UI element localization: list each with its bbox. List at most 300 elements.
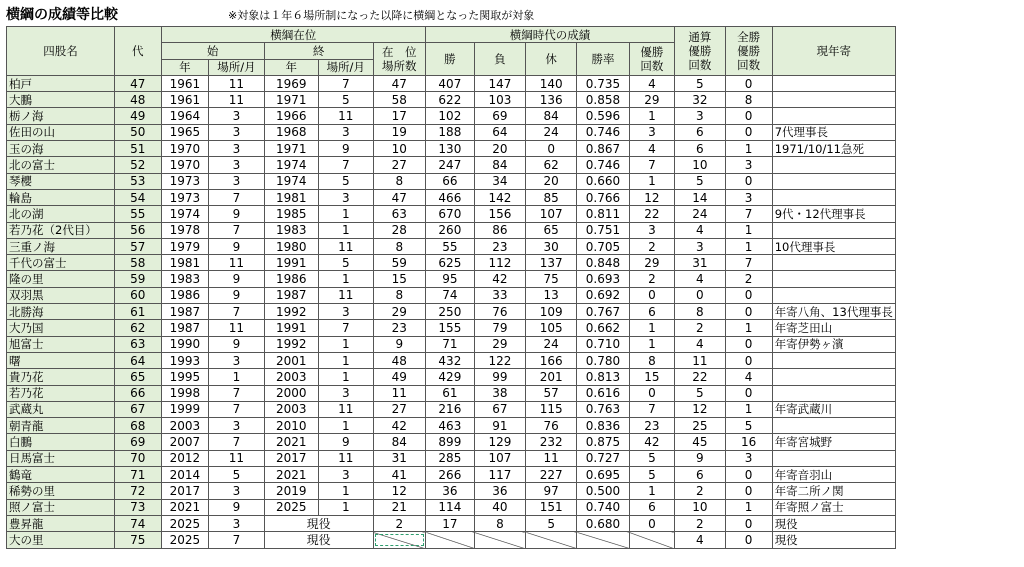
cell-yusho[interactable]: 1 [629,108,674,124]
cell-end-year[interactable]: 2003 [264,369,318,385]
cell-shikona[interactable]: 大の里 [7,532,115,548]
cell-shikona[interactable]: 双羽黒 [7,287,115,303]
cell-losses[interactable]: 103 [474,92,525,108]
cell-end-status[interactable]: 現役 [264,515,373,531]
cell-win-rate[interactable]: 0.500 [577,483,629,499]
cell-end-basho[interactable]: 1 [318,352,373,368]
header-end-year[interactable]: 年 [264,59,318,75]
cell-start-basho[interactable]: 7 [209,434,265,450]
cell-generation[interactable]: 55 [114,206,161,222]
cell-start-year[interactable]: 2007 [161,434,209,450]
cell-losses[interactable]: 8 [474,515,525,531]
cell-total-yusho[interactable]: 10 [675,499,725,515]
cell-total-yusho[interactable]: 6 [675,124,725,140]
cell-absences[interactable] [526,532,577,548]
cell-zensho[interactable]: 1 [725,499,772,515]
cell-tenure-count[interactable]: 63 [373,206,425,222]
cell-current-stable[interactable]: 10代理事長 [772,238,895,254]
cell-zensho[interactable]: 1 [725,141,772,157]
cell-total-yusho[interactable]: 3 [675,238,725,254]
header-generation[interactable]: 代 [114,27,161,76]
cell-yusho[interactable]: 0 [629,515,674,531]
cell-losses[interactable]: 42 [474,271,525,287]
cell-wins[interactable]: 114 [426,499,475,515]
cell-start-basho[interactable]: 11 [209,320,265,336]
cell-end-year[interactable]: 1992 [264,336,318,352]
cell-start-year[interactable]: 2017 [161,483,209,499]
cell-end-basho[interactable]: 3 [318,385,373,401]
cell-wins[interactable]: 285 [426,450,475,466]
cell-end-basho[interactable]: 1 [318,499,373,515]
cell-total-yusho[interactable]: 6 [675,467,725,483]
cell-end-year[interactable]: 2021 [264,434,318,450]
cell-shikona[interactable]: 北の湖 [7,206,115,222]
cell-start-year[interactable]: 1964 [161,108,209,124]
cell-losses[interactable]: 69 [474,108,525,124]
cell-end-basho[interactable]: 1 [318,222,373,238]
cell-tenure-count[interactable]: 31 [373,450,425,466]
cell-zensho[interactable]: 3 [725,450,772,466]
cell-wins[interactable]: 266 [426,467,475,483]
cell-absences[interactable]: 85 [526,189,577,205]
cell-yusho[interactable]: 23 [629,418,674,434]
cell-generation[interactable]: 54 [114,189,161,205]
cell-absences[interactable]: 57 [526,385,577,401]
cell-end-basho[interactable]: 1 [318,418,373,434]
header-record[interactable]: 横綱時代の成績 [426,27,675,43]
cell-start-basho[interactable]: 3 [209,515,265,531]
cell-end-basho[interactable]: 3 [318,124,373,140]
cell-losses[interactable]: 76 [474,304,525,320]
cell-yusho[interactable]: 3 [629,222,674,238]
cell-total-yusho[interactable]: 9 [675,450,725,466]
cell-yusho[interactable]: 2 [629,271,674,287]
cell-zensho[interactable]: 1 [725,401,772,417]
cell-zensho[interactable]: 16 [725,434,772,450]
cell-win-rate[interactable]: 0.735 [577,75,629,91]
cell-zensho[interactable]: 0 [725,515,772,531]
cell-current-stable[interactable] [772,385,895,401]
cell-end-basho[interactable]: 1 [318,369,373,385]
cell-current-stable[interactable] [772,108,895,124]
cell-absences[interactable]: 166 [526,352,577,368]
cell-shikona[interactable]: 朝青龍 [7,418,115,434]
cell-wins[interactable]: 102 [426,108,475,124]
cell-shikona[interactable]: 北の富士 [7,157,115,173]
cell-generation[interactable]: 66 [114,385,161,401]
cell-start-year[interactable]: 1978 [161,222,209,238]
cell-zensho[interactable]: 0 [725,124,772,140]
cell-wins[interactable]: 622 [426,92,475,108]
cell-total-yusho[interactable]: 5 [675,75,725,91]
cell-generation[interactable]: 61 [114,304,161,320]
cell-absences[interactable]: 109 [526,304,577,320]
cell-absences[interactable]: 30 [526,238,577,254]
cell-shikona[interactable]: 栃ノ海 [7,108,115,124]
cell-start-basho[interactable]: 9 [209,336,265,352]
cell-shikona[interactable]: 若乃花（2代目） [7,222,115,238]
cell-losses[interactable]: 29 [474,336,525,352]
cell-wins[interactable]: 66 [426,173,475,189]
cell-absences[interactable]: 24 [526,336,577,352]
cell-generation[interactable]: 67 [114,401,161,417]
cell-start-basho[interactable]: 3 [209,352,265,368]
cell-yusho[interactable]: 22 [629,206,674,222]
cell-total-yusho[interactable]: 2 [675,515,725,531]
cell-start-basho[interactable]: 5 [209,467,265,483]
cell-zensho[interactable]: 3 [725,189,772,205]
cell-wins[interactable]: 155 [426,320,475,336]
cell-win-rate[interactable]: 0.763 [577,401,629,417]
cell-yusho[interactable]: 1 [629,336,674,352]
cell-wins[interactable]: 432 [426,352,475,368]
header-start-year[interactable]: 年 [161,59,209,75]
cell-start-year[interactable]: 1973 [161,189,209,205]
cell-current-stable[interactable] [772,418,895,434]
cell-tenure-count[interactable]: 19 [373,124,425,140]
cell-start-year[interactable]: 1987 [161,320,209,336]
cell-total-yusho[interactable]: 3 [675,108,725,124]
header-start-basho[interactable]: 場所/月 [209,59,265,75]
cell-zensho[interactable]: 0 [725,336,772,352]
cell-end-basho[interactable]: 3 [318,467,373,483]
cell-total-yusho[interactable]: 25 [675,418,725,434]
cell-yusho[interactable]: 4 [629,141,674,157]
cell-current-stable[interactable] [772,189,895,205]
cell-zensho[interactable]: 3 [725,157,772,173]
cell-start-year[interactable]: 1961 [161,92,209,108]
cell-start-basho[interactable]: 3 [209,108,265,124]
cell-tenure-count[interactable]: 8 [373,238,425,254]
cell-start-year[interactable]: 1965 [161,124,209,140]
cell-yusho[interactable]: 15 [629,369,674,385]
cell-absences[interactable]: 11 [526,450,577,466]
cell-total-yusho[interactable]: 12 [675,401,725,417]
cell-zensho[interactable]: 0 [725,108,772,124]
cell-current-stable[interactable] [772,287,895,303]
cell-wins[interactable]: 899 [426,434,475,450]
cell-generation[interactable]: 56 [114,222,161,238]
cell-start-year[interactable]: 2025 [161,515,209,531]
cell-end-basho[interactable]: 5 [318,173,373,189]
cell-shikona[interactable]: 旭富士 [7,336,115,352]
cell-win-rate[interactable]: 0.746 [577,157,629,173]
cell-total-yusho[interactable]: 5 [675,385,725,401]
cell-tenure-count[interactable]: 12 [373,483,425,499]
cell-wins[interactable]: 17 [426,515,475,531]
cell-total-yusho[interactable]: 14 [675,189,725,205]
cell-current-stable[interactable]: 9代・12代理事長 [772,206,895,222]
cell-generation[interactable]: 72 [114,483,161,499]
cell-current-stable[interactable] [772,255,895,271]
cell-losses[interactable]: 99 [474,369,525,385]
cell-end-basho[interactable]: 9 [318,434,373,450]
cell-start-year[interactable]: 1979 [161,238,209,254]
cell-win-rate[interactable]: 0.710 [577,336,629,352]
cell-wins[interactable]: 216 [426,401,475,417]
cell-current-stable[interactable]: 現役 [772,515,895,531]
cell-tenure-count[interactable]: 41 [373,467,425,483]
cell-total-yusho[interactable]: 32 [675,92,725,108]
cell-generation[interactable]: 71 [114,467,161,483]
cell-yusho[interactable]: 4 [629,75,674,91]
cell-win-rate[interactable]: 0.858 [577,92,629,108]
cell-end-year[interactable]: 1980 [264,238,318,254]
cell-zensho[interactable]: 1 [725,320,772,336]
cell-start-year[interactable]: 1974 [161,206,209,222]
cell-wins[interactable]: 61 [426,385,475,401]
cell-shikona[interactable]: 照ノ富士 [7,499,115,515]
cell-end-basho[interactable]: 11 [318,238,373,254]
cell-current-stable[interactable]: 現役 [772,532,895,548]
cell-total-yusho[interactable]: 4 [675,532,725,548]
cell-generation[interactable]: 51 [114,141,161,157]
cell-shikona[interactable]: 佐田の山 [7,124,115,140]
cell-start-basho[interactable]: 9 [209,238,265,254]
cell-end-year[interactable]: 1974 [264,157,318,173]
cell-wins[interactable]: 463 [426,418,475,434]
cell-win-rate[interactable]: 0.680 [577,515,629,531]
cell-start-year[interactable]: 2014 [161,467,209,483]
cell-losses[interactable]: 38 [474,385,525,401]
cell-losses[interactable]: 20 [474,141,525,157]
cell-start-basho[interactable]: 7 [209,189,265,205]
cell-start-basho[interactable]: 3 [209,483,265,499]
cell-absences[interactable]: 105 [526,320,577,336]
cell-win-rate[interactable]: 0.813 [577,369,629,385]
cell-start-basho[interactable]: 11 [209,450,265,466]
cell-tenure-count[interactable]: 42 [373,418,425,434]
cell-end-basho[interactable]: 3 [318,304,373,320]
cell-generation[interactable]: 48 [114,92,161,108]
cell-shikona[interactable]: 白鵬 [7,434,115,450]
cell-losses[interactable]: 107 [474,450,525,466]
cell-start-year[interactable]: 2025 [161,532,209,548]
cell-start-basho[interactable]: 3 [209,173,265,189]
cell-end-basho[interactable]: 7 [318,320,373,336]
cell-win-rate[interactable]: 0.766 [577,189,629,205]
cell-losses[interactable]: 67 [474,401,525,417]
cell-wins[interactable]: 71 [426,336,475,352]
cell-zensho[interactable]: 2 [725,271,772,287]
cell-end-year[interactable]: 1974 [264,173,318,189]
cell-current-stable[interactable]: 年寄二所ノ関 [772,483,895,499]
cell-total-yusho[interactable]: 24 [675,206,725,222]
cell-win-rate[interactable]: 0.692 [577,287,629,303]
cell-losses[interactable]: 122 [474,352,525,368]
cell-win-rate[interactable]: 0.875 [577,434,629,450]
cell-generation[interactable]: 75 [114,532,161,548]
cell-start-basho[interactable]: 11 [209,92,265,108]
cell-losses[interactable]: 64 [474,124,525,140]
cell-shikona[interactable]: 玉の海 [7,141,115,157]
cell-tenure-count[interactable]: 10 [373,141,425,157]
cell-tenure-count[interactable]: 28 [373,222,425,238]
cell-end-year[interactable]: 1986 [264,271,318,287]
cell-end-year[interactable]: 1971 [264,141,318,157]
cell-generation[interactable]: 65 [114,369,161,385]
header-tenure-count[interactable]: 在 位 場所数 [373,43,425,76]
cell-tenure-count[interactable]: 17 [373,108,425,124]
cell-end-basho[interactable]: 7 [318,75,373,91]
cell-generation[interactable]: 57 [114,238,161,254]
cell-yusho[interactable] [629,532,674,548]
cell-end-basho[interactable]: 11 [318,450,373,466]
cell-generation[interactable]: 68 [114,418,161,434]
cell-shikona[interactable]: 貴乃花 [7,369,115,385]
cell-shikona[interactable]: 琴櫻 [7,173,115,189]
cell-tenure-count[interactable]: 58 [373,92,425,108]
cell-end-year[interactable]: 2017 [264,450,318,466]
cell-tenure-count[interactable]: 47 [373,75,425,91]
cell-wins[interactable]: 466 [426,189,475,205]
cell-win-rate[interactable]: 0.848 [577,255,629,271]
cell-start-basho[interactable]: 3 [209,418,265,434]
cell-total-yusho[interactable]: 5 [675,173,725,189]
cell-end-basho[interactable]: 1 [318,206,373,222]
cell-generation[interactable]: 73 [114,499,161,515]
cell-end-year[interactable]: 1983 [264,222,318,238]
cell-total-yusho[interactable]: 4 [675,222,725,238]
cell-win-rate[interactable]: 0.616 [577,385,629,401]
cell-tenure-count[interactable]: 8 [373,173,425,189]
cell-absences[interactable]: 75 [526,271,577,287]
header-zensho[interactable]: 全勝 優勝 回数 [725,27,772,76]
cell-current-stable[interactable]: 年寄照ノ富士 [772,499,895,515]
cell-wins[interactable]: 188 [426,124,475,140]
cell-losses[interactable]: 156 [474,206,525,222]
cell-end-year[interactable]: 1992 [264,304,318,320]
cell-total-yusho[interactable]: 2 [675,483,725,499]
header-total-yusho[interactable]: 通算 優勝 回数 [675,27,725,76]
cell-end-year[interactable]: 2000 [264,385,318,401]
cell-tenure-count[interactable]: 29 [373,304,425,320]
cell-current-stable[interactable] [772,92,895,108]
header-absences[interactable]: 休 [526,43,577,76]
cell-shikona[interactable]: 鶴竜 [7,467,115,483]
cell-end-basho[interactable]: 9 [318,141,373,157]
cell-tenure-count[interactable]: 49 [373,369,425,385]
cell-generation[interactable]: 70 [114,450,161,466]
cell-current-stable[interactable]: 年寄宮城野 [772,434,895,450]
cell-yusho[interactable]: 1 [629,320,674,336]
cell-start-year[interactable]: 1998 [161,385,209,401]
cell-absences[interactable]: 20 [526,173,577,189]
cell-total-yusho[interactable]: 4 [675,336,725,352]
cell-start-basho[interactable]: 1 [209,369,265,385]
cell-absences[interactable]: 97 [526,483,577,499]
cell-end-year[interactable]: 1971 [264,92,318,108]
cell-win-rate[interactable]: 0.705 [577,238,629,254]
cell-tenure-count[interactable]: 11 [373,385,425,401]
cell-total-yusho[interactable]: 8 [675,304,725,320]
cell-start-year[interactable]: 2003 [161,418,209,434]
cell-wins[interactable]: 36 [426,483,475,499]
cell-end-basho[interactable]: 5 [318,255,373,271]
cell-zensho[interactable]: 5 [725,418,772,434]
cell-end-year[interactable]: 2003 [264,401,318,417]
cell-absences[interactable]: 13 [526,287,577,303]
cell-wins[interactable]: 130 [426,141,475,157]
cell-losses[interactable]: 142 [474,189,525,205]
cell-win-rate[interactable]: 0.660 [577,173,629,189]
cell-generation[interactable]: 59 [114,271,161,287]
cell-wins[interactable]: 670 [426,206,475,222]
cell-yusho[interactable]: 29 [629,92,674,108]
cell-generation[interactable]: 74 [114,515,161,531]
cell-zensho[interactable]: 8 [725,92,772,108]
cell-total-yusho[interactable]: 45 [675,434,725,450]
cell-tenure-count[interactable]: 84 [373,434,425,450]
cell-wins[interactable] [426,532,475,548]
cell-zensho[interactable]: 7 [725,255,772,271]
cell-losses[interactable]: 40 [474,499,525,515]
cell-win-rate[interactable]: 0.693 [577,271,629,287]
cell-start-basho[interactable]: 9 [209,499,265,515]
cell-yusho[interactable]: 29 [629,255,674,271]
cell-start-basho[interactable]: 9 [209,271,265,287]
cell-current-stable[interactable]: 年寄伊勢ヶ濱 [772,336,895,352]
cell-shikona[interactable]: 千代の富士 [7,255,115,271]
cell-generation[interactable]: 62 [114,320,161,336]
cell-current-stable[interactable] [772,157,895,173]
cell-tenure-count[interactable] [373,532,425,548]
cell-shikona[interactable]: 武蔵丸 [7,401,115,417]
cell-start-year[interactable]: 1970 [161,157,209,173]
cell-start-basho[interactable]: 9 [209,206,265,222]
cell-absences[interactable]: 24 [526,124,577,140]
cell-end-basho[interactable]: 11 [318,401,373,417]
cell-shikona[interactable]: 三重ノ海 [7,238,115,254]
cell-end-year[interactable]: 1969 [264,75,318,91]
cell-win-rate[interactable]: 0.746 [577,124,629,140]
cell-shikona[interactable]: 日馬富士 [7,450,115,466]
cell-end-year[interactable]: 1968 [264,124,318,140]
cell-losses[interactable] [474,532,525,548]
cell-current-stable[interactable]: 7代理事長 [772,124,895,140]
cell-absences[interactable]: 65 [526,222,577,238]
cell-shikona[interactable]: 曙 [7,352,115,368]
cell-absences[interactable]: 201 [526,369,577,385]
cell-win-rate[interactable] [577,532,629,548]
cell-zensho[interactable]: 4 [725,369,772,385]
cell-end-year[interactable]: 2019 [264,483,318,499]
cell-start-year[interactable]: 1990 [161,336,209,352]
cell-losses[interactable]: 36 [474,483,525,499]
cell-end-year[interactable]: 2010 [264,418,318,434]
cell-shikona[interactable]: 若乃花 [7,385,115,401]
cell-yusho[interactable]: 7 [629,401,674,417]
cell-tenure-count[interactable]: 23 [373,320,425,336]
cell-yusho[interactable]: 0 [629,287,674,303]
header-current-stable[interactable]: 現年寄 [772,27,895,76]
cell-start-basho[interactable]: 3 [209,157,265,173]
cell-wins[interactable]: 625 [426,255,475,271]
cell-zensho[interactable]: 1 [725,222,772,238]
cell-tenure-count[interactable]: 2 [373,515,425,531]
header-shikona[interactable]: 四股名 [7,27,115,76]
cell-generation[interactable]: 58 [114,255,161,271]
cell-start-year[interactable]: 1973 [161,173,209,189]
header-wins[interactable]: 勝 [426,43,475,76]
cell-start-year[interactable]: 1981 [161,255,209,271]
cell-end-basho[interactable]: 1 [318,271,373,287]
cell-end-basho[interactable]: 1 [318,336,373,352]
cell-win-rate[interactable]: 0.596 [577,108,629,124]
cell-current-stable[interactable] [772,271,895,287]
cell-tenure-count[interactable]: 59 [373,255,425,271]
cell-start-basho[interactable]: 3 [209,141,265,157]
